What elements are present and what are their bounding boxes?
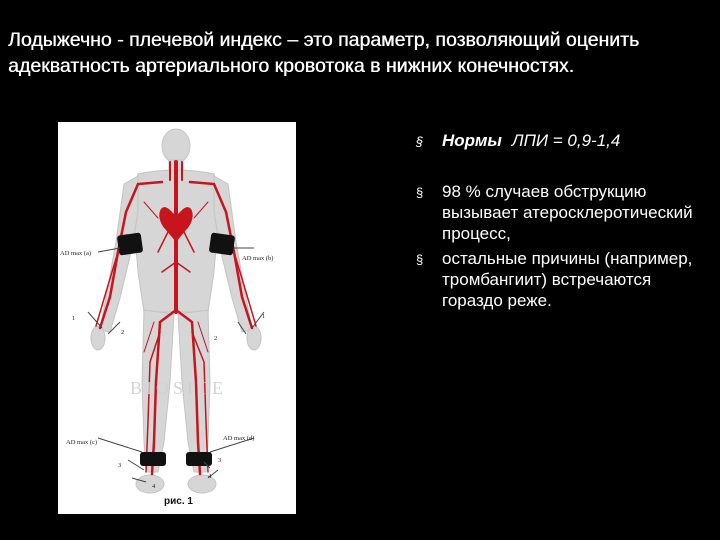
label-point-2-right: 2 <box>214 335 218 342</box>
label-ad-max-b: АD max (b) <box>242 255 274 262</box>
bullet-marker: § <box>416 252 424 267</box>
label-ad-max-c: АD max (c) <box>66 439 98 446</box>
bullet-text: 98 % случаев обструкцию вызывает атеросклеротический процесс, <box>442 182 693 243</box>
figure-caption: рис. 1 <box>164 496 193 507</box>
norm-label: Нормы <box>442 131 502 150</box>
bullet-list <box>414 130 714 311</box>
arteries <box>96 162 256 474</box>
label-point-3-left: 3 <box>118 462 122 469</box>
norm-value: ЛПИ = 0,9-1,4 <box>511 131 621 150</box>
bullet-marker: § <box>416 134 424 149</box>
slide-title: Лодыжечно - плечевой индекс – это параметр, позволяющий оценить адекватность артериального кровотока в нижних конечностях. <box>8 29 640 77</box>
label-point-1-right: 1 <box>262 313 266 320</box>
bullet-text: остальные причины (например, тромбангиит) встречаются гораздо реже. <box>442 249 693 310</box>
bullet-norm <box>414 130 714 151</box>
circulatory-illustration <box>58 122 296 514</box>
watermark: BIOSITE <box>130 378 227 398</box>
label-point-3-right: 3 <box>218 457 222 464</box>
anatomy-figure <box>58 122 296 514</box>
label-point-4-left: 4 <box>152 483 156 490</box>
label-point-2-left: 2 <box>121 329 125 336</box>
label-point-4-right: 4 <box>208 473 212 480</box>
bullet-item <box>414 181 714 244</box>
bullet-item <box>414 248 714 311</box>
label-ad-max-d: АD max (d) <box>223 435 255 442</box>
label-ad-max-a: АD max (a) <box>60 250 92 257</box>
bullet-marker: § <box>416 185 424 200</box>
label-point-1-left: 1 <box>72 315 76 322</box>
